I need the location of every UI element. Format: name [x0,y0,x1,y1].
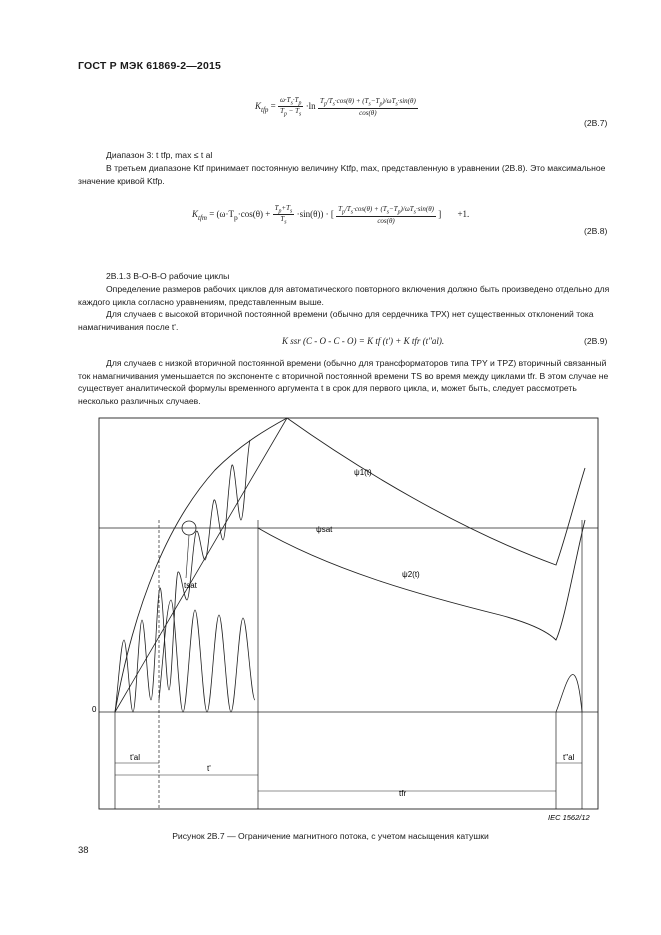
figure-caption: Рисунок 2B.7 — Ограничение магнитного потока, с учетом насыщения катушки [172,831,489,841]
cycle2-oscillation [556,675,582,712]
label-tal1: t'al [130,753,140,762]
psi2-oscillation [159,600,255,712]
equation-2b7-number: (2B.7) [584,118,608,128]
label-psi1: ψ1(t) [354,468,372,477]
iec-reference: IEC 1562/12 [548,813,590,822]
label-psi2: ψ2(t) [402,570,420,579]
eq2-lhs-sub: tfm [198,213,207,222]
label-tsat: tsat [184,581,197,590]
label-tal2: t"al [563,753,575,762]
paragraph-2: Для случаев с высокой вторичной постоянной времени (обычно для сердечника ТРХ) нет существенных отклонений тока намагничивания после t'. [78,309,594,332]
tsat-leader-line [186,535,189,578]
eq1-lhs: K [255,100,262,111]
eq2-lhs: K [192,208,199,219]
label-psi-sat: ψsat [316,525,333,534]
psi2-curve [258,520,585,640]
paragraph-3: Для случаев с низкой вторичной постоянной времени (обычно для трансформаторов типа TPY и TPZ) вторичный связанный ток намагничивания уменьшается по экспоненте с вторичной постоянной времени TS во время между циклами tfr. В этом случае не существует аналитической формулы временного аргумента t в срок для первого цикла, и, может быть, следует рассмотреть несколько различных случаев. [78,358,609,406]
psi1-curve [115,418,585,712]
linear-rise-line [115,418,287,712]
label-zero: 0 [92,705,97,714]
range3-label: Диапазон 3: t tfp, max ≤ t al [106,150,213,160]
equation-2b8-number: (2B.8) [584,226,608,236]
equation-2b9: K ssr (C - O - C - O) = K tf (t') + K tfr (t"al). [282,336,445,346]
label-tfr: tfr [399,789,407,798]
page-number: 38 [78,845,89,856]
range3-text: В третьем диапазоне Ktf принимает постоянную величину Ktfp, max, представленную в уравнении (2B.8). Это максимальное значение кривой Ktfp. [78,163,606,186]
eq1-lhs-sub: tfp [261,105,269,114]
paragraph-1: Определение размеров рабочих циклов для автоматического повторного включения должно быть произведено отдельно для каждого цикла согласно уравнениям, представленным выше. [78,284,610,307]
section-title: 2B.1.3 В-О-В-О рабочие циклы [106,271,230,281]
equation-2b7: $K_{tfp}$ = $\frac{\omega\cdot T_s\cdot T_p}{T_p - T_s}$ ·ln $\frac{T_p/T_s\cdot\cos(\theta) + (T_s-T_p)/\omega T_s\cdot\sin(\theta)}{\cos(\theta)}$ [255,96,416,118]
psi1-oscillation [115,440,250,712]
equation-2b9-number: (2B.9) [584,336,608,346]
label-tprime: t' [207,764,211,773]
figure-frame [99,418,598,809]
eq2-tail: +1. [457,208,470,219]
equation-2b8: $K_{tfm} = (\omega\cdot T_p\cdot\cos(\theta)$ + $\frac{T_p+T_s}{T_s}$ ·sin(θ)) · [ $\frac{T_p/T_s\cdot\cos(\theta) + (T_s-T_p)/\omega T_s\cdot\sin(\theta)}{\cos(\theta)}$ ] +1. [192,204,470,226]
page-header: ГОСТ Р МЭК 61869-2—2015 [78,60,222,72]
